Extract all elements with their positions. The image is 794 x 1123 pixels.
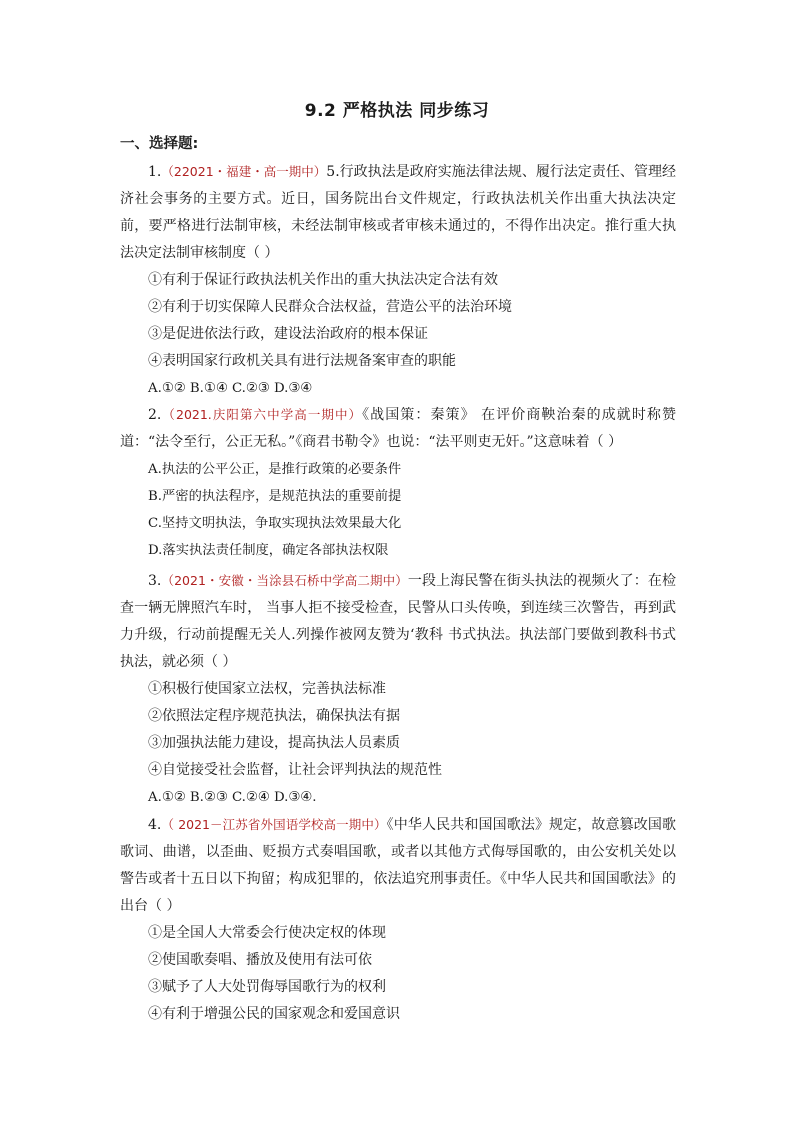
option: ③赋予了人大处罚侮辱国歌行为的权利 xyxy=(148,979,386,995)
page-title: 9.2 严格执法 同步练习 xyxy=(304,101,490,121)
question-number: 3. xyxy=(148,573,162,589)
source-bracket: ） xyxy=(395,573,408,588)
question-stem xyxy=(120,567,676,676)
question-text: 《战国策：秦策》 在评价商鞅治秦的成就时称赞道：“法令至行，公正无私。”《商君书勒令》也说：“法平则吏无奸。”这意味着（ ） xyxy=(120,407,676,450)
option: ③是促进依法行政，建设法治政府的根本保证 xyxy=(148,326,428,342)
question-source: 2021・安徽・当涂县石桥中学高二期中 xyxy=(174,573,396,588)
source-bracket: ） xyxy=(348,407,363,422)
option: ②使国歌奏唱、播放及使用有法可依 xyxy=(148,952,372,968)
option: ④表明国家行政机关具有进行法规备案审查的职能 xyxy=(148,353,456,369)
question-number: 1. xyxy=(148,164,162,180)
option: ①有利于保证行政执法机关作出的重大执法决定合法有效 xyxy=(148,272,498,288)
question-4 xyxy=(120,811,676,1028)
section-heading: 一、选择题: xyxy=(120,136,199,152)
option: ①积极行使国家立法权，完善执法标准 xyxy=(148,681,386,697)
option: A.执法的公平公正，是推行政策的必要条件 xyxy=(148,462,402,477)
question-text: 《中华人民共和国国歌法》规定，故意篡改国歌歌词、曲谱，以歪曲、贬损方式奏唱国歌，或者以其他方式侮辱国歌的，由公安机关处以警告或者十五日以下拘留；构成犯罪的，依法追究刑事责任。《中华人民共和国国歌法》的出台（ ） xyxy=(120,817,676,914)
question-stem xyxy=(120,158,676,267)
option: ②依照法定程序规范执法，确保执法有据 xyxy=(148,708,400,724)
option: C.坚持文明执法，争取实现执法效果最大化 xyxy=(148,516,402,531)
option: ④有利于增强公民的国家观念和爱国意识 xyxy=(148,1006,400,1022)
question-stem xyxy=(120,401,676,456)
question-source: 2021－江苏省外国语学校高一期中 xyxy=(178,817,375,832)
option: ②有利于切实保障人民群众合法权益，营造公平的法治环境 xyxy=(148,299,512,315)
question-3 xyxy=(120,567,676,811)
question-stem xyxy=(120,811,676,920)
question-text: 5.行政执法是政府实施法律法规、履行法定责任、管理经济社会事务的主要方式。近日，国务院出台文件规定，行政执法机关作出重大执法决定前，要严格进行法制审核，未经法制审核或者审核未通过的，不得作出决定。推行重大执法决定法制审核制度（ ） xyxy=(120,164,676,261)
option: ④自觉接受社会监督，让社会评判执法的规范性 xyxy=(148,762,442,778)
answer-choices: A.①② B.②③ C.②④ D.③④. xyxy=(148,790,317,805)
source-bracket: （ xyxy=(161,407,176,422)
source-bracket: ） xyxy=(374,817,387,832)
question-2 xyxy=(120,401,676,564)
question-text: 一段上海民警在街头执法的视频火了：在检查一辆无牌照汽车时， 当事人拒不接受检查，民警从口头传唤，到连续三次警告，再到武力升级，行动前提醒无关人.列操作被网友赞为‘教科 书式执法。执法部门要做到教科书式执法，就必须（ ） xyxy=(120,573,676,670)
question-number: 2. xyxy=(148,407,162,423)
option: ①是全国人大常委会行使决定权的体现 xyxy=(148,925,386,941)
option: D.落实执法责任制度，确定各部执法权限 xyxy=(148,543,389,558)
question-source: 22021・福建・高一期中 xyxy=(173,164,314,179)
source-bracket: （ xyxy=(161,164,174,179)
source-bracket: （ xyxy=(161,573,175,588)
question-1 xyxy=(120,158,676,402)
question-source: 2021.庆阳第六中学高一期中 xyxy=(176,407,349,422)
option: ③加强执法能力建设，提高执法人员素质 xyxy=(148,735,400,751)
answer-choices: A.①② B.①④ C.②③ D.③④ xyxy=(148,381,313,396)
source-bracket: ） xyxy=(313,164,327,179)
source-bracket: （ xyxy=(161,817,179,832)
option: B.严密的执法程序，是规范执法的重要前提 xyxy=(148,489,402,504)
question-number: 4. xyxy=(148,817,162,833)
